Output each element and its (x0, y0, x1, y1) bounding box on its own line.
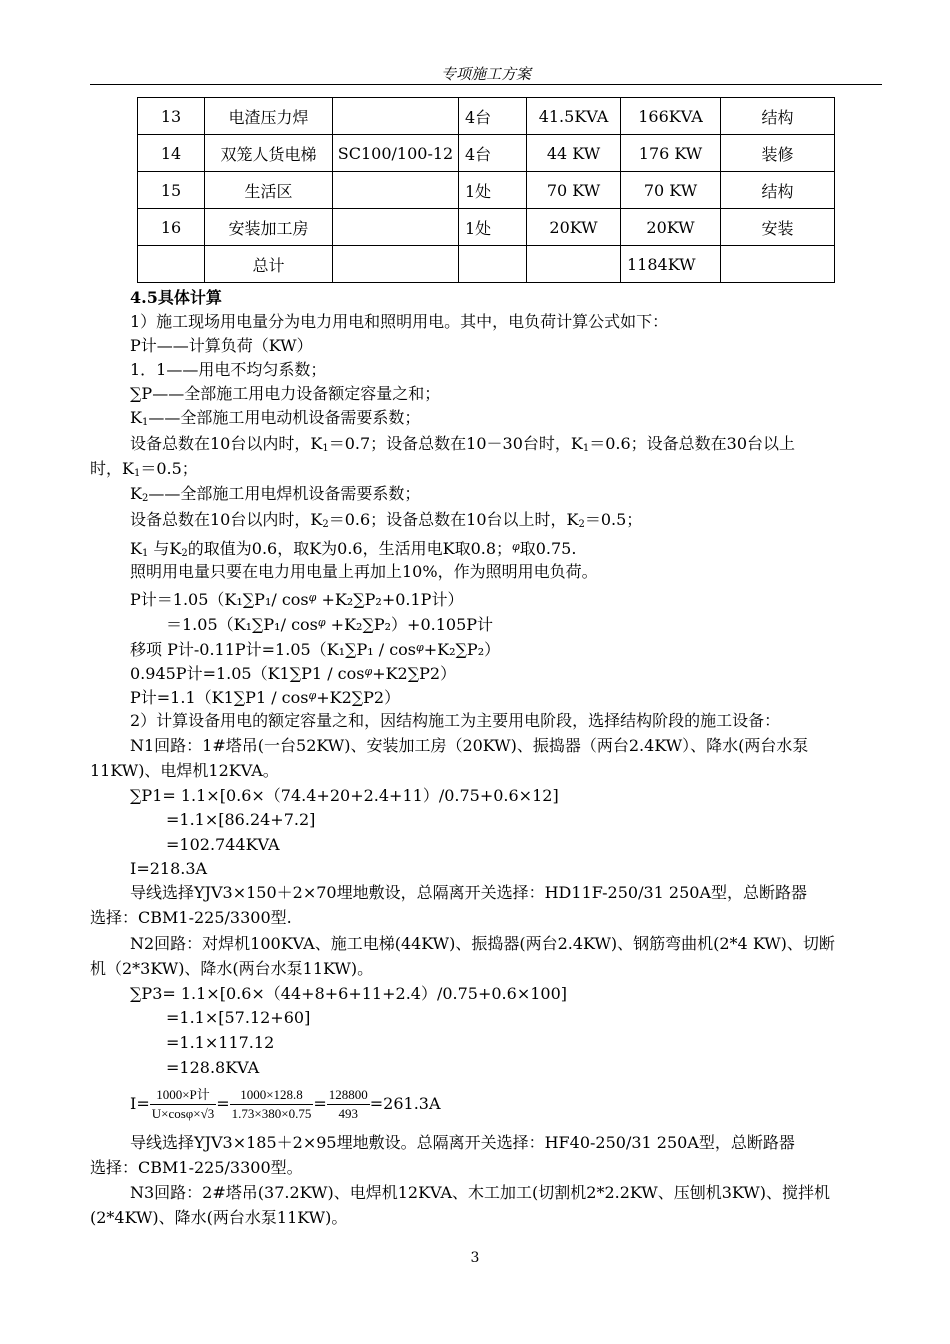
cell-qty: 4台 (459, 98, 527, 135)
n2-wiring-line2: 选择：CBM1-225/3300型。 (90, 1158, 303, 1177)
table-row (138, 172, 835, 209)
fraction-simplified: $\frac{128800}{493}$ (328, 1087, 368, 1121)
cell-total-capacity: 20KW (621, 209, 721, 246)
cell-name: 安装加工房 (205, 209, 333, 246)
page-number: 3 (470, 1250, 480, 1266)
formula-2: ＝1.05（K₁∑P₁/ $\cos^\varphi +K_2\sum P_2)+0.105P$计 (166, 615, 494, 634)
formula-3: 移项 P计-0.11P计$=1.05(K_1\sum P_1 / \cos^\varphi+K_2\sum P_2)$ (130, 640, 501, 659)
equipment-table (137, 97, 835, 283)
cell-stage: 结构 (721, 98, 835, 135)
cell-no: 15 (138, 172, 205, 209)
cell-unit-capacity: 41.5KVA (527, 98, 621, 135)
table-total-row (138, 246, 835, 283)
n2-formula-2: =1.1×[57.12+60] (166, 1008, 311, 1027)
n2-wiring-line1: 导线选择YJV3×185＋2×95埋地敷设。总隔离开关选择：HF40-250/31 250A型，总断路器 (130, 1133, 795, 1152)
formula-1: P计＝1.05（K₁∑P₁/ $\cos^\varphi +K_2\sum P_2+0.1P$计） (130, 590, 464, 609)
definition-k1: $K_1——$全部施工用电动机设备需要系数； (130, 408, 421, 428)
paragraph: 2）计算设备用电的额定容量之和，因结构施工为主要用电阶段，选择结构阶段的施工设备： (130, 711, 781, 730)
fraction-substituted: $\frac{1000\times 128.8}{1.73\times 380\times 0.75}$ (231, 1087, 312, 1121)
cell-empty (138, 246, 205, 283)
definition-sum: ∑P——全部施工用电力设备额定容量之和； (130, 384, 441, 403)
current-equation: I= $\frac{\text{1000×P计}}{U\times\cos\varphi\times√3}$ = $\frac{1000\times 128.8}{1.73\times 380\times 0.75}$ = $\frac{128800}{493}$ =261.3A (130, 1087, 441, 1121)
k1-values-line1: 设备总数在10台以内时，$K_1=0.7$；设备总数在10－30台时，$K_1=0.6$；设备总数在30台以上 (130, 434, 796, 454)
cell-qty: 1处 (459, 209, 527, 246)
cell-unit-capacity: 70 KW (527, 172, 621, 209)
cell-empty (721, 246, 835, 283)
cell-qty: 4台 (459, 135, 527, 172)
cell-no: 16 (138, 209, 205, 246)
table-row (138, 209, 835, 246)
cell-empty (527, 246, 621, 283)
cell-stage: 安装 (721, 209, 835, 246)
n1-wiring-line2: 选择：CBM1-225/3300型. (90, 908, 292, 927)
formula-5: P计$=1.1(K1\sum P1 / \cos^\varphi+K2\sum P2)$ (130, 688, 401, 707)
cell-name: 双笼人货电梯 (205, 135, 333, 172)
cell-model (333, 172, 459, 209)
circuit-n3-line2: (2*4KW)、降水(两台水泵11KW)。 (90, 1208, 348, 1227)
cell-no: 13 (138, 98, 205, 135)
n1-formula-2: =1.1×[86.24+7.2] (166, 810, 316, 829)
k2-values: 设备总数在10台以内时，$K_2=0.6$；设备总数在10台以上时，$K_2=0.5$； (130, 510, 643, 530)
cell-model: SC100/100-12 (333, 135, 459, 172)
paragraph: 1）施工现场用电量分为电力用电和照明用电。其中，电负荷计算公式如下： (130, 312, 669, 331)
cell-name: 电渣压力焊 (205, 98, 333, 135)
definition-k2: $K_2——$全部施工用电焊机设备需要系数； (130, 484, 421, 504)
n2-formula-1: ∑P3= 1.1×[0.6×（44+8+6+11+2.4）/0.75+0.6×100] (130, 984, 568, 1003)
cell-total-capacity: 176 KW (621, 135, 721, 172)
definition-p: P计——计算负荷（KW） (130, 336, 313, 355)
total-label: 总计 (205, 246, 333, 283)
n2-formula-3: =1.1×117.12 (166, 1033, 275, 1052)
lighting-note: 照明用电量只要在电力用电量上再加上10%，作为照明用电负荷。 (130, 562, 598, 581)
cell-model (333, 209, 459, 246)
n1-wiring-line1: 导线选择YJV3×150＋2×70埋地敷设，总隔离开关选择：HD11F-250/31 250A型，总断路器 (130, 883, 808, 902)
k-values: $K_1$ 与$K_2$的取值为0.6，取K为0.6，生活用电K取0.8；$^\varphi$取0.75. (130, 539, 577, 559)
n1-current: I=218.3A (130, 859, 208, 878)
cell-name: 生活区 (205, 172, 333, 209)
cell-empty (459, 246, 527, 283)
cell-stage: 结构 (721, 172, 835, 209)
cell-stage: 装修 (721, 135, 835, 172)
circuit-n1-line1: N1回路：1#塔吊(一台52KW)、安装加工房（20KW)、振捣器（两台2.4KW）、降水(两台水泵 (130, 736, 809, 755)
n1-formula-3: =102.744KVA (166, 835, 280, 854)
cell-model (333, 98, 459, 135)
circuit-n2-line2: 机（2*3KW)、降水(两台水泵11KW)。 (90, 959, 374, 978)
circuit-n3-line1: N3回路：2#塔吊(37.2KW)、电焊机12KVA、木工加工(切割机2*2.2KW、压刨机3KW)、搅拌机 (130, 1183, 830, 1202)
cell-empty (333, 246, 459, 283)
fraction-general: $\frac{\text{1000×P计}}{U\times\cos\varphi\times√3}$ (151, 1087, 215, 1121)
table-row (138, 98, 835, 135)
formula-4: 0.945P计$=1.05(K1\sum P1 / \cos^\varphi+K2\sum P2)$ (130, 664, 457, 683)
n2-formula-4: =128.8KVA (166, 1058, 260, 1077)
n1-formula-1: ∑P1= 1.1×[0.6×（74.4+20+2.4+11）/0.75+0.6×12] (130, 786, 559, 805)
cell-total-capacity: 70 KW (621, 172, 721, 209)
section-heading: 4.5具体计算 (130, 288, 222, 307)
cell-total-capacity: 166KVA (621, 98, 721, 135)
circuit-n2-line1: N2回路：对焊机100KVA、施工电梯(44KW)、振捣器(两台2.4KW)、钢筋弯曲机(2*4 KW)、切断 (130, 934, 835, 953)
k1-values-line2: 时，$K_1=0.5$； (90, 459, 198, 479)
page-header: 专项施工方案 (90, 64, 882, 85)
cell-qty: 1处 (459, 172, 527, 209)
circuit-n1-line2: 11KW)、电焊机12KVA。 (90, 761, 279, 780)
cell-no: 14 (138, 135, 205, 172)
cell-unit-capacity: 44 KW (527, 135, 621, 172)
table-row (138, 135, 835, 172)
total-value: 1184KW (621, 246, 721, 283)
cell-unit-capacity: 20KW (527, 209, 621, 246)
definition-factor: 1．1——用电不均匀系数； (130, 360, 327, 379)
